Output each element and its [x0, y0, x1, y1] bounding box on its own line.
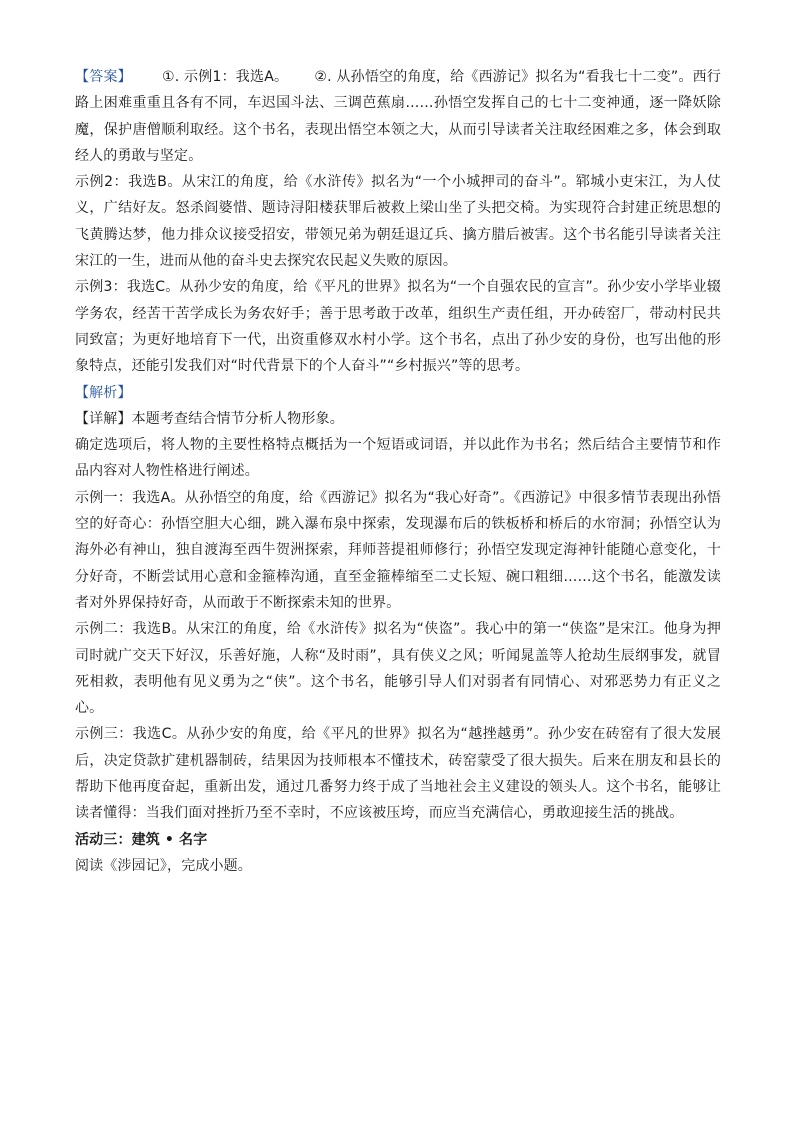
answer-example-2: 示例2：我选B。从宋江的角度，给《水浒传》拟名为“一个小城押司的奋斗”。郓城小吏宋江，为人仗义，广结好友。怒杀阎婆惜、题诗浔阳楼获罪后被救上梁山坐了头把交椅。为实现符合封建正统思想的飞黄腾达梦，他力排众议接受招安，带领兄弟为朝廷退辽兵、擒方腊后被害。这个书名能引导读者关注宋江的一生，进而从他的奋斗史去探究农民起义失败的原因。	[75, 174, 721, 270]
answer-part1: ①. 示例1：我选A。	[161, 69, 289, 85]
activity-instruction: 阅读《涉园记》，完成小题。	[75, 857, 252, 874]
answer-part2: ②. 从孙悟空的角度，给《西游记》拟名为“看我七十二变”。西行路上困难重重且各有不同，车迟国斗法、三调芭蕉扇……孙悟空发挥自己的七十二变神通，逐一降妖除魔，保护唐僧顺利取经。这个书名，表现出悟空本领之大，从而引导读者关注取经困难之多，体会到取经人的勇敢与坚定。	[75, 69, 721, 164]
analysis-tag-line	[75, 380, 721, 406]
activity-heading: 活动三：建筑 • 名字	[75, 831, 208, 848]
analysis-example-1: 示例一：我选A。从孙悟空的角度，给《西游记》拟名为“我心好奇”。《西游记》中很多情节表现出孙悟空的好奇心：孙悟空胆大心细，跳入瀑布泉中探索，发现瀑布后的铁板桥和桥后的水帘洞；孙悟空认为海外必有神山，独自渡海至西牛贺洲探索，拜师菩提祖师修行；孙悟空发现定海神针能随心意变化，十分好奇，不断尝试用心意和金箍棒沟通，直至金箍棒缩至二丈长短、碗口粗细……这个书名，能激发读者对外界保持好奇，从而敢于不断探索未知的世界。	[75, 489, 721, 611]
analysis-tag: 【解析】	[75, 384, 132, 401]
detail-text: 本题考查结合情节分析人物形象。	[131, 410, 344, 427]
detail-tag: 【详解】	[75, 410, 132, 427]
analysis-example-2: 示例二：我选B。从宋江的角度，给《水浒传》拟名为“侠盗”。我心中的第一“侠盗”是宋江。他身为押司时就广交天下好汉，乐善好施，人称“及时雨”，具有侠义之风；听闻晁盖等人抢劫生辰纲事发，就冒死相救，表明他有见义勇为之“侠”。这个书名，能够引导人们对弱者有同情心、对邪恶势力有正义之心。	[75, 621, 721, 717]
answer-paragraph	[75, 64, 721, 169]
method-paragraph: 确定选项后，将人物的主要性格特点概括为一个短语或词语，并以此作为书名；然后结合主要情节和作品内容对人物性格进行阐述。	[75, 437, 721, 480]
document-body	[75, 64, 721, 879]
analysis-example-3: 示例三：我选C。从孙少安的角度，给《平凡的世界》拟名为“越挫越勇”。孙少安在砖窑有了很大发展后，决定贷款扩建机器制砖，结果因为技师根本不懂技术，砖窑蒙受了很大损失。后来在朋友和县长的帮助下他再度奋起，重新出发，通过几番努力终于成了当地社会主义建设的领头人。这个书名，能够让读者懂得：当我们面对挫折乃至不幸时，不应该被压垮，而应当充满信心，勇敢迎接生活的挑战。	[75, 726, 721, 822]
answer-tag: 【答案】	[75, 69, 132, 85]
answer-example-3: 示例3：我选C。从孙少安的角度，给《平凡的世界》拟名为“一个自强农民的宣言”。孙少安小学毕业辍学务农，经苦干苦学成长为务农好手；善于思考敢于改革，组织生产责任组，开办砖窑厂，带动村民共同致富；为更好地培育下一代，出资重修双水村小学。这个书名，点出了孙少安的身份，也写出他的形象特点，还能引发我们对“时代背景下的个人奋斗”“乡村振兴”等的思考。	[75, 279, 721, 375]
detail-paragraph	[75, 406, 721, 432]
